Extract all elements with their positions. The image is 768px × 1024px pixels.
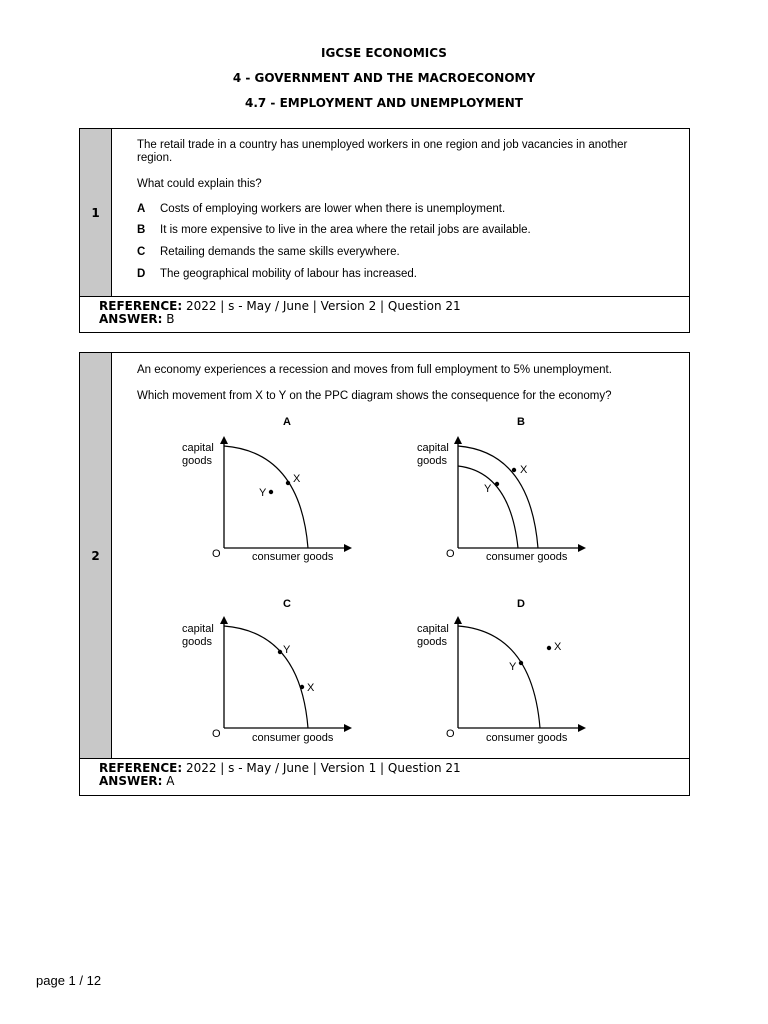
point-y-dot [278,650,282,654]
option-letter: A [137,203,146,215]
point-y-dot [519,661,523,665]
point-x-label: X [520,464,528,476]
y-axis-label: capital [182,623,214,635]
y-axis-label: capital [417,623,449,635]
question-1-content [112,129,689,297]
diagram-letter: A [283,416,291,428]
answer-value: B [166,312,175,326]
point-y-label: Y [509,661,517,673]
answer-label: ANSWER: [99,774,163,788]
origin-label: O [212,548,221,560]
point-x-label: X [307,682,315,694]
ppc-curve-inner [458,466,518,548]
reference-value: 2022 | s - May / June | Version 1 | Question 21 [185,761,461,775]
point-y-label: Y [484,483,492,495]
y-axis-label: goods [182,636,212,648]
option-text: Retailing demands the same skills everywhere. [160,246,400,258]
question-stem-line: region. [137,152,173,164]
question-1-box [79,128,690,333]
origin-label: O [446,728,455,740]
ppc-diagrams [112,408,632,758]
question-stem-line: An economy experiences a recession and moves from full employment to 5% unemployment. [137,364,612,376]
question-stem-line: The retail trade in a country has unemployed workers in one region and job vacancies in another [137,139,628,151]
y-axis-label: goods [417,455,447,467]
diagram-letter: C [283,598,291,610]
point-y-label: Y [259,487,267,499]
origin-label: O [446,548,455,560]
point-x-dot [286,481,290,485]
option-text: The geographical mobility of labour has increased. [160,268,417,280]
ppc-curve-outer [458,446,538,548]
answer-label: ANSWER: [99,312,163,326]
diagram-letter: B [517,416,525,428]
point-y-label: Y [283,644,291,656]
question-2-box [79,352,690,796]
ppc-curve [458,626,540,728]
subject-title: IGCSE ECONOMICS [321,46,447,60]
option-text: Costs of employing workers are lower when there is unemployment. [160,203,506,215]
x-axis-label: consumer goods [486,732,568,744]
point-x-label: X [554,641,562,653]
ppc-diagram-c [182,598,350,744]
page-number: page 1 / 12 [36,973,102,988]
option-letter: B [137,224,146,236]
subtopic-title: 4.7 - EMPLOYMENT AND UNEMPLOYMENT [245,96,523,110]
question-1-reference [80,296,689,332]
y-axis-label: goods [417,636,447,648]
topic-title: 4 - GOVERNMENT AND THE MACROECONOMY [232,71,536,85]
answer-value: A [166,774,175,788]
point-x-dot [512,468,516,472]
option-letter: D [137,268,146,280]
question-prompt: What could explain this? [137,178,262,190]
question-number: 1 [80,129,112,297]
y-axis-label: capital [182,442,214,454]
reference-label: REFERENCE: [99,299,183,313]
x-axis-label: consumer goods [486,551,568,563]
diagram-letter: D [517,598,525,610]
ppc-diagram-d [417,598,584,744]
question-2-content [112,353,689,759]
y-axis-label: capital [417,442,449,454]
point-x-label: X [293,473,301,485]
reference-value: 2022 | s - May / June | Version 2 | Question 21 [185,299,461,313]
ppc-curve [224,626,308,728]
y-axis-label: goods [182,455,212,467]
point-y-dot [495,482,499,486]
point-y-dot [269,490,273,494]
x-axis-label: consumer goods [252,732,334,744]
reference-label: REFERENCE: [99,761,183,775]
point-x-dot [300,685,304,689]
ppc-diagram-b [417,416,584,563]
question-number: 2 [80,353,112,759]
point-x-dot [547,646,551,650]
option-letter: C [137,246,146,258]
option-text: It is more expensive to live in the area where the retail jobs are available. [160,224,531,236]
x-axis-label: consumer goods [252,551,334,563]
ppc-diagram-a [182,416,350,563]
question-2-reference [80,758,689,795]
question-prompt: Which movement from X to Y on the PPC diagram shows the consequence for the economy? [137,390,612,402]
origin-label: O [212,728,221,740]
